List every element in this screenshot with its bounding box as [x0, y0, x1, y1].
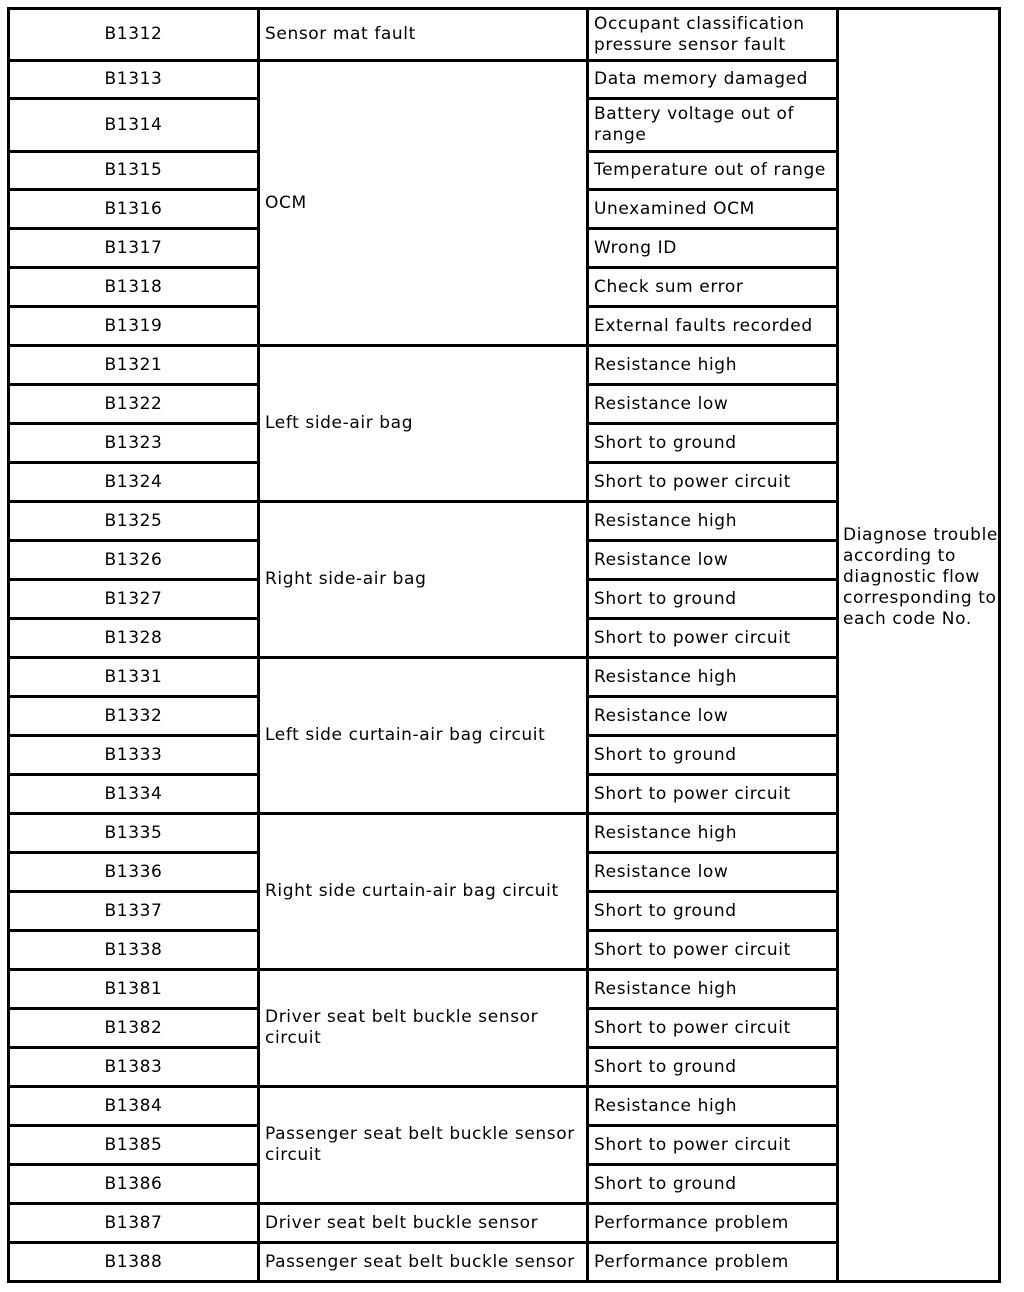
fault-description-cell: Short to ground	[588, 580, 838, 619]
dtc-code-cell: B1318	[9, 268, 259, 307]
fault-description-cell: Resistance low	[588, 385, 838, 424]
dtc-code-cell: B1328	[9, 619, 259, 658]
dtc-code-cell: B1313	[9, 61, 259, 99]
fault-description-cell: Resistance high	[588, 502, 838, 541]
component-cell: Left side-air bag	[259, 346, 588, 502]
diagnosis-action-text: Diagnose trouble according to diagnostic flow corresponding to each code No.	[843, 525, 998, 629]
dtc-code-cell: B1331	[9, 658, 259, 697]
dtc-code-cell: B1314	[9, 99, 259, 152]
dtc-code-cell: B1386	[9, 1165, 259, 1204]
fault-description-cell: Occupant classification pressure sensor fault	[588, 9, 838, 61]
dtc-code-cell: B1385	[9, 1126, 259, 1165]
fault-description-cell: Short to power circuit	[588, 619, 838, 658]
dtc-code-cell: B1337	[9, 892, 259, 931]
component-cell: Right side-air bag	[259, 502, 588, 658]
fault-description-cell: Resistance low	[588, 853, 838, 892]
table-row	[9, 9, 1000, 61]
diagnosis-action-cell	[838, 9, 1000, 1282]
component-cell: Passenger seat belt buckle sensor circuit	[259, 1087, 588, 1204]
fault-description-cell: Unexamined OCM	[588, 190, 838, 229]
component-cell: Right side curtain-air bag circuit	[259, 814, 588, 970]
fault-description-cell: Data memory damaged	[588, 61, 838, 99]
dtc-code-cell: B1381	[9, 970, 259, 1009]
dtc-code-cell: B1312	[9, 9, 259, 61]
fault-description-cell: Resistance low	[588, 541, 838, 580]
fault-description-cell: Short to power circuit	[588, 1126, 838, 1165]
dtc-code-cell: B1382	[9, 1009, 259, 1048]
component-cell: Passenger seat belt buckle sensor	[259, 1243, 588, 1282]
dtc-code-cell: B1315	[9, 152, 259, 190]
dtc-code-cell: B1388	[9, 1243, 259, 1282]
dtc-code-cell: B1323	[9, 424, 259, 463]
fault-description-cell: Performance problem	[588, 1243, 838, 1282]
fault-description-cell: Resistance low	[588, 697, 838, 736]
fault-description-cell: Resistance high	[588, 814, 838, 853]
fault-description-cell: Performance problem	[588, 1204, 838, 1243]
component-cell: Driver seat belt buckle sensor	[259, 1204, 588, 1243]
fault-description-cell: Short to ground	[588, 1048, 838, 1087]
dtc-code-cell: B1387	[9, 1204, 259, 1243]
fault-description-cell: Short to ground	[588, 424, 838, 463]
dtc-code-cell: B1338	[9, 931, 259, 970]
component-cell: Left side curtain-air bag circuit	[259, 658, 588, 814]
fault-description-cell: Short to ground	[588, 892, 838, 931]
dtc-code-cell: B1327	[9, 580, 259, 619]
fault-description-cell: Short to power circuit	[588, 1009, 838, 1048]
dtc-code-cell: B1319	[9, 307, 259, 346]
fault-description-cell: Short to power circuit	[588, 775, 838, 814]
fault-description-cell: Battery voltage out of range	[588, 99, 838, 152]
fault-description-cell: Temperature out of range	[588, 152, 838, 190]
fault-description-cell: External faults recorded	[588, 307, 838, 346]
dtc-code-cell: B1335	[9, 814, 259, 853]
component-cell: OCM	[259, 61, 588, 346]
fault-description-cell: Short to power circuit	[588, 463, 838, 502]
fault-description-cell: Resistance high	[588, 346, 838, 385]
fault-description-cell: Short to power circuit	[588, 931, 838, 970]
dtc-code-cell: B1383	[9, 1048, 259, 1087]
dtc-code-cell: B1332	[9, 697, 259, 736]
fault-description-cell: Resistance high	[588, 970, 838, 1009]
component-cell: Driver seat belt buckle sensor circuit	[259, 970, 588, 1087]
dtc-code-cell: B1334	[9, 775, 259, 814]
dtc-code-cell: B1384	[9, 1087, 259, 1126]
fault-description-cell: Resistance high	[588, 658, 838, 697]
dtc-code-cell: B1321	[9, 346, 259, 385]
dtc-code-cell: B1316	[9, 190, 259, 229]
dtc-code-cell: B1325	[9, 502, 259, 541]
component-cell: Sensor mat fault	[259, 9, 588, 61]
dtc-code-cell: B1336	[9, 853, 259, 892]
dtc-code-cell: B1326	[9, 541, 259, 580]
dtc-code-cell: B1333	[9, 736, 259, 775]
dtc-code-cell: B1317	[9, 229, 259, 268]
fault-description-cell: Wrong ID	[588, 229, 838, 268]
dtc-code-cell: B1324	[9, 463, 259, 502]
dtc-table	[7, 7, 1001, 1283]
dtc-code-cell: B1322	[9, 385, 259, 424]
fault-description-cell: Short to ground	[588, 1165, 838, 1204]
fault-description-cell: Resistance high	[588, 1087, 838, 1126]
fault-description-cell: Check sum error	[588, 268, 838, 307]
fault-description-cell: Short to ground	[588, 736, 838, 775]
